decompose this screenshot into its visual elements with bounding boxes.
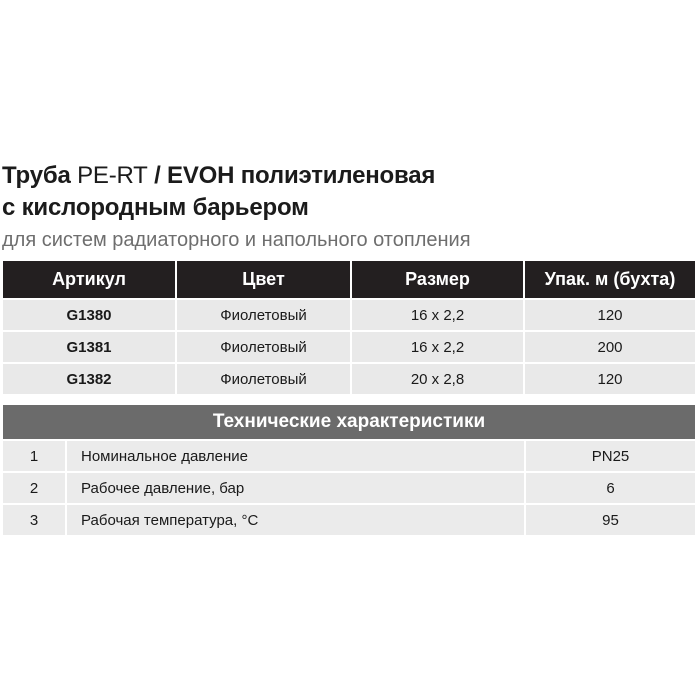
spec-parameter: Рабочее давление, бар [66, 472, 525, 504]
size-cell: 20 x 2,8 [351, 363, 524, 394]
size-cell: 16 x 2,2 [351, 331, 524, 363]
title-word-truba: Труба [2, 162, 78, 189]
color-cell: Фиолетовый [176, 331, 351, 363]
size-cell: 16 x 2,2 [351, 299, 524, 331]
product-table [3, 261, 695, 394]
header-article: Артикул [3, 261, 176, 299]
color-cell: Фиолетовый [176, 363, 351, 394]
page-subtitle: для систем радиаторного и напольного отопления [2, 229, 471, 251]
header-size: Размер [351, 261, 524, 299]
table-row [3, 472, 695, 504]
spec-number: 1 [3, 441, 66, 472]
table-row [3, 363, 695, 394]
article-cell: G1382 [3, 363, 176, 394]
spec-value: 6 [525, 472, 695, 504]
spec-parameter: Номинальное давление [66, 441, 525, 472]
table-row [3, 441, 695, 472]
title-line-2: с кислородным барьером [2, 194, 309, 221]
page-title [2, 160, 435, 224]
table-row [3, 504, 695, 535]
title-material: PE-RT [77, 162, 148, 189]
color-cell: Фиолетовый [176, 299, 351, 331]
header-pack: Упак. м (бухта) [524, 261, 695, 299]
article-cell: G1381 [3, 331, 176, 363]
spec-value: 95 [525, 504, 695, 535]
table-row [3, 331, 695, 363]
title-rest: / EVOH полиэтиленовая [147, 162, 436, 189]
spec-number: 3 [3, 504, 66, 535]
article-cell: G1380 [3, 299, 176, 331]
product-table-header [3, 261, 695, 299]
pack-cell: 120 [524, 299, 695, 331]
specs-table [3, 441, 695, 535]
pack-cell: 120 [524, 363, 695, 394]
spec-parameter: Рабочая температура, °C [66, 504, 525, 535]
table-row [3, 299, 695, 331]
spec-value: PN25 [525, 441, 695, 472]
header-color: Цвет [176, 261, 351, 299]
specs-title: Технические характеристики [3, 405, 695, 439]
pack-cell: 200 [524, 331, 695, 363]
title-line-1 [2, 160, 435, 192]
spec-number: 2 [3, 472, 66, 504]
